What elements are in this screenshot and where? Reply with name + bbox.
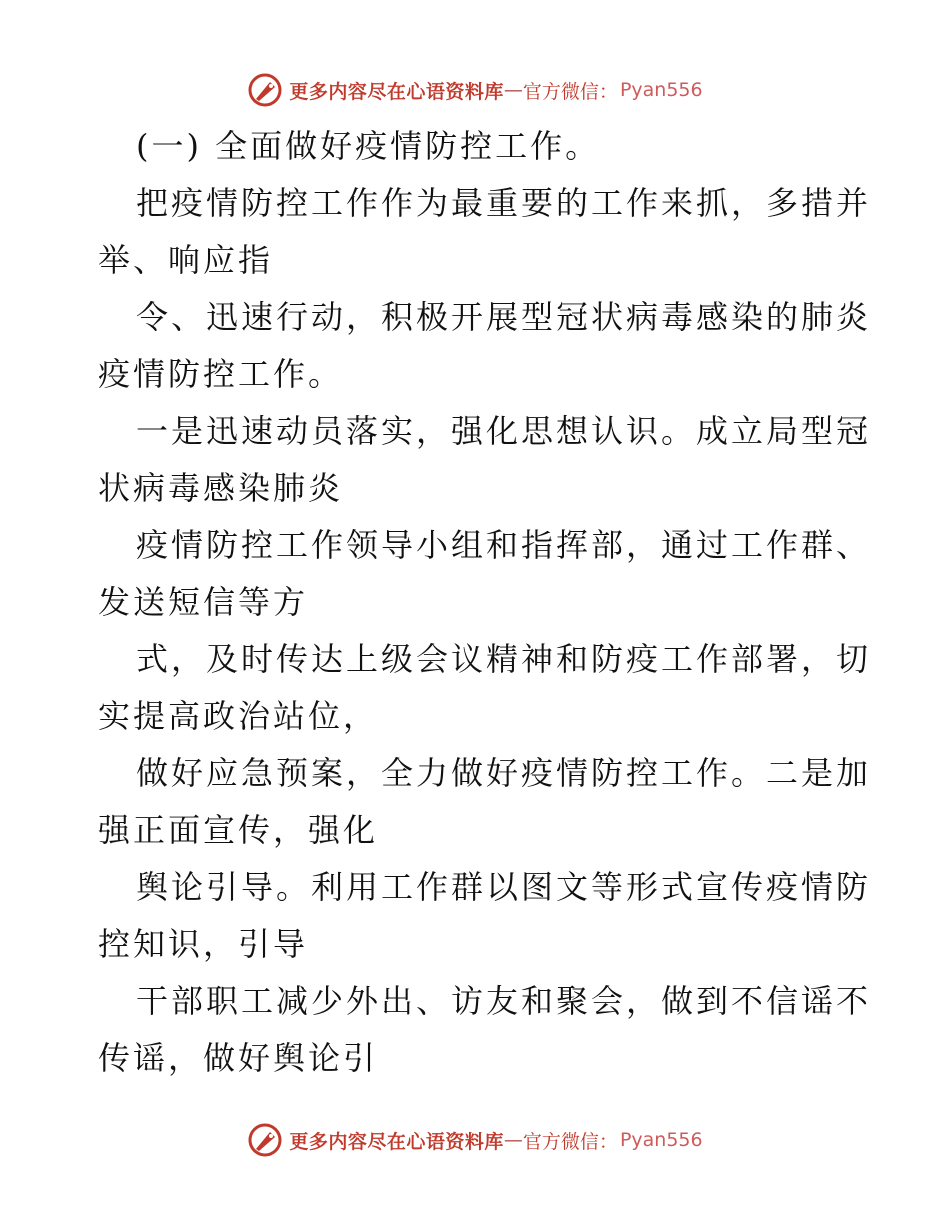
section-heading: (一) 全面做好疫情防控工作。	[136, 127, 601, 165]
paragraph	[98, 403, 872, 517]
paragraph-line: 把疫情防控工作作为最重要的工作来抓，多措并	[136, 184, 872, 222]
paragraph-line: 干部职工减少外出、访友和聚会，做到不信谣不	[136, 982, 872, 1020]
paragraph	[98, 175, 872, 289]
banner-separator: —	[503, 1129, 523, 1151]
paragraph	[98, 859, 872, 973]
paragraph-line: 举、响应指	[98, 241, 274, 279]
paragraph-line: 实提高政治站位，	[98, 697, 379, 735]
banner-wechat-label: 官方微信：	[522, 1130, 618, 1153]
paragraph-line: 一是迅速动员落实，强化思想认识。成立局型冠	[136, 412, 872, 450]
paragraph-line: 令、迅速行动，积极开展型冠状病毒感染的肺炎	[136, 298, 872, 336]
paragraph	[98, 631, 872, 745]
paragraph-line: 强正面宣传，强化	[98, 811, 379, 849]
banner-wechat-label: 官方微信：	[522, 80, 618, 103]
banner-main-text: 更多内容尽在心语资料库	[289, 80, 504, 103]
paragraph-line: 做好应急预案，全力做好疫情防控工作。二是加	[136, 754, 872, 792]
banner-wechat-id: Pyan556	[619, 1129, 703, 1151]
pen-nib-logo-icon	[247, 72, 283, 108]
document-body	[98, 118, 872, 1087]
header-watermark-banner	[0, 70, 950, 110]
paragraph-line: 疫情防控工作。	[98, 355, 344, 393]
paragraph-line: 疫情防控工作领导小组和指挥部，通过工作群、	[136, 526, 872, 564]
paragraph-line: 传谣，做好舆论引	[98, 1039, 379, 1077]
banner-separator: —	[503, 79, 523, 101]
paragraph	[98, 745, 872, 859]
paragraph-line: 状病毒感染肺炎	[98, 469, 344, 507]
banner-wechat-id: Pyan556	[619, 79, 703, 101]
banner-main-text: 更多内容尽在心语资料库	[289, 1130, 504, 1153]
paragraph-line: 控知识，引导	[98, 925, 309, 963]
paragraph	[98, 289, 872, 403]
pen-nib-logo-icon	[247, 1122, 283, 1158]
paragraph	[98, 517, 872, 631]
paragraph-line: 发送短信等方	[98, 583, 309, 621]
paragraph-line: 式，及时传达上级会议精神和防疫工作部署，切	[136, 640, 872, 678]
footer-watermark-banner	[0, 1120, 950, 1160]
paragraph	[98, 973, 872, 1087]
paragraph-line: 舆论引导。利用工作群以图文等形式宣传疫情防	[136, 868, 872, 906]
